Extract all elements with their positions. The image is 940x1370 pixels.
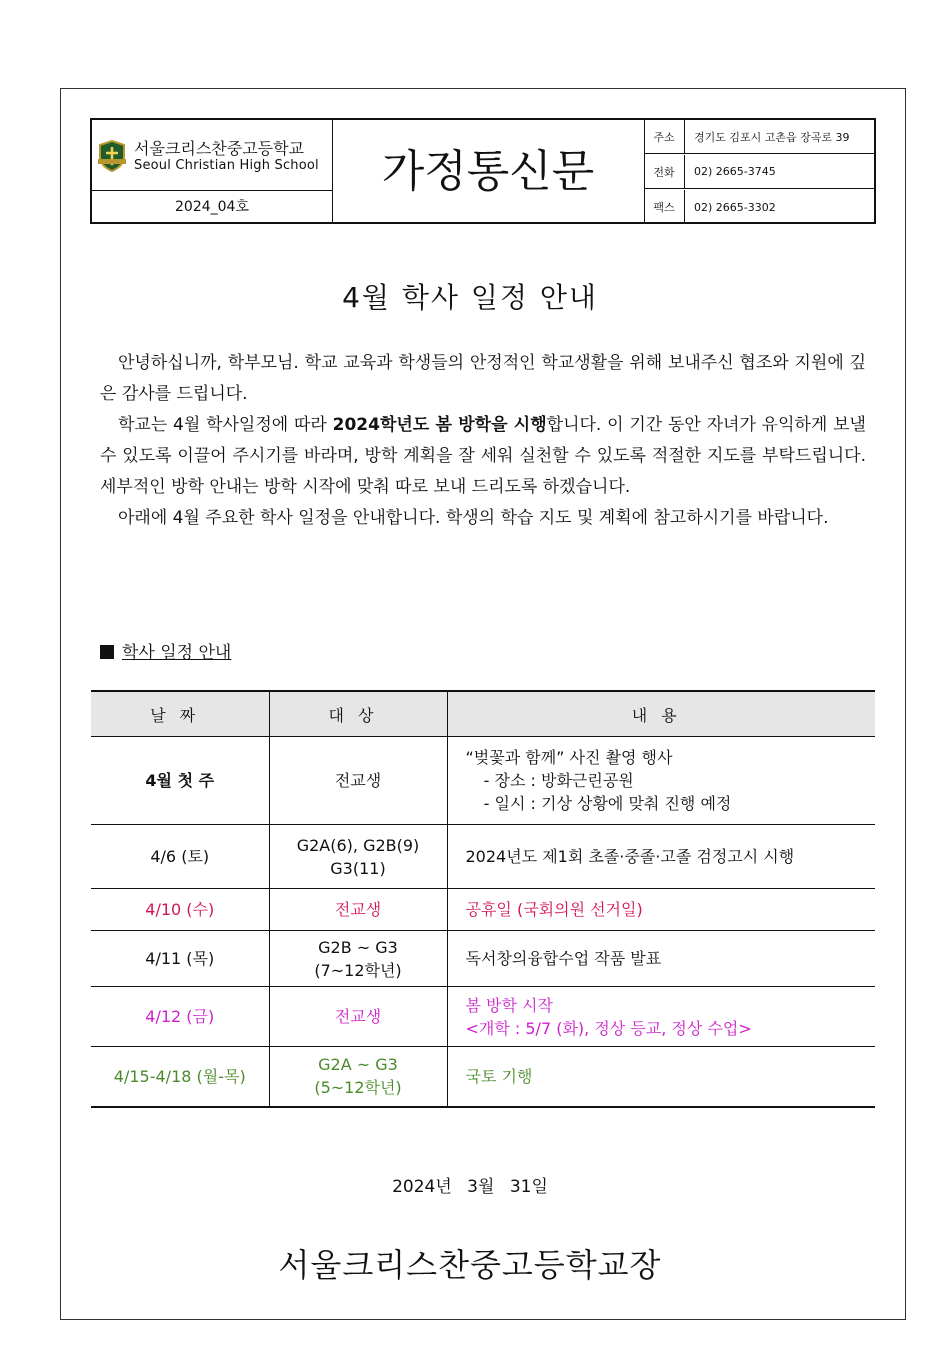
cell-content <box>447 825 875 889</box>
contact-value: 02) 2665-3745 <box>694 165 776 178</box>
content-line: - 일시 : 기상 상황에 맞춰 진행 예정 <box>473 794 732 813</box>
contact-phone <box>644 155 876 189</box>
contact-address <box>644 120 876 154</box>
cell-content <box>447 889 875 931</box>
document-title: 4월 학사 일정 안내 <box>342 281 598 314</box>
table-row <box>91 889 875 931</box>
cell-content <box>447 1047 875 1107</box>
cell-content <box>447 931 875 987</box>
content-line: 공휴일 (국회의원 선거일) <box>465 900 643 919</box>
content-line: 국토 기행 <box>465 1066 533 1086</box>
cell-target: G2A(6), G2B(9) G3(11) <box>269 825 447 889</box>
contact-label: 주소 <box>644 120 685 153</box>
cell-date: 4/10 (수) <box>91 889 269 931</box>
cell-target: 전교생 <box>269 737 447 825</box>
contact-fax <box>644 190 876 224</box>
paragraph-vacation <box>100 410 866 503</box>
header-target: 대상 <box>269 691 447 737</box>
paragraph-greeting: 안녕하십니까, 학부모님. 학교 교육과 학생들의 안정적인 학교생활을 위해 보내주신 협조와 지원에 깊은 감사를 드립니다. <box>100 353 866 404</box>
paragraph-text: 학교는 4월 학사일정에 따라 <box>118 415 333 435</box>
table-row <box>91 737 875 825</box>
schedule-table <box>91 690 875 1108</box>
contact-label: 팩스 <box>644 190 685 224</box>
table-header-row <box>91 691 875 737</box>
table-row <box>91 987 875 1047</box>
contact-label: 전화 <box>644 155 685 188</box>
principal-signature: 서울크리스찬중고등학교장 <box>278 1246 662 1284</box>
table-row <box>91 1047 875 1107</box>
cell-target: 전교생 <box>269 889 447 931</box>
cell-content <box>447 737 875 825</box>
emphasis-text: 2024학년도 봄 방학을 시행 <box>332 415 547 435</box>
header-content: 내용 <box>447 691 875 737</box>
contact-block <box>644 120 876 224</box>
issue-number: 2024_04호 <box>175 199 249 215</box>
table-row <box>91 931 875 987</box>
table-row <box>91 825 875 889</box>
school-name-english: Seoul Christian High School <box>134 158 319 173</box>
square-bullet-icon <box>100 645 114 659</box>
section-heading <box>100 638 231 663</box>
content-line: <개학 : 5/7 (화), 정상 등교, 정상 수업> <box>465 1018 752 1038</box>
newsletter-title: 가정통신문 <box>332 120 645 224</box>
content-line: 독서창의융합수업 작품 발표 <box>465 949 662 968</box>
paragraph-text: 합니다. 이 기간 동안 자녀가 유익하게 보낼 수 있도록 이끌어 주시기를 바라며, 방학 계획을 잘 세워 실천할 수 있도록 적절한 지도를 부탁드립니다. 세부적인 방학 안내는 방학 시작에 맞춰 따로 보내 드리도록 하겠습니다. <box>100 415 866 497</box>
header-date: 날짜 <box>91 691 269 737</box>
content-line: “벚꽃과 함께” 사진 촬영 행사 <box>465 748 673 767</box>
cell-target: G2A ~ G3 (5~12학년) <box>269 1047 447 1107</box>
cell-content <box>447 987 875 1047</box>
paragraph-schedule-intro: 아래에 4월 주요한 학사 일정을 안내합니다. 학생의 학습 지도 및 계획에 참고하시기를 바랍니다. <box>118 508 829 528</box>
cell-target: G2B ~ G3 (7~12학년) <box>269 931 447 987</box>
cell-date: 4월 첫 주 <box>91 737 269 825</box>
cell-target: 전교생 <box>269 987 447 1047</box>
content-line: 2024년도 제1회 초졸·중졸·고졸 검정고시 시행 <box>465 847 795 866</box>
cell-date: 4/6 (토) <box>91 825 269 889</box>
section-title: 학사 일정 안내 <box>122 643 232 663</box>
cell-date: 4/12 (금) <box>91 987 269 1047</box>
content-line: 봄 방학 시작 <box>465 995 553 1015</box>
letter-body <box>100 348 866 534</box>
school-name-korean: 서울크리스찬중고등학교 <box>134 139 305 158</box>
school-crest-icon <box>98 140 126 172</box>
cell-date: 4/15-4/18 (월-목) <box>91 1047 269 1107</box>
issue-date: 2024년 3월 31일 <box>392 1177 548 1197</box>
school-name-block <box>92 120 332 191</box>
cell-date: 4/11 (목) <box>91 931 269 987</box>
letterhead <box>90 118 876 224</box>
content-line: - 장소 : 방화근린공원 <box>473 771 634 790</box>
school-block <box>92 120 333 224</box>
contact-value: 경기도 김포시 고촌읍 장곡로 39 <box>694 130 850 144</box>
contact-value: 02) 2665-3302 <box>694 200 776 214</box>
